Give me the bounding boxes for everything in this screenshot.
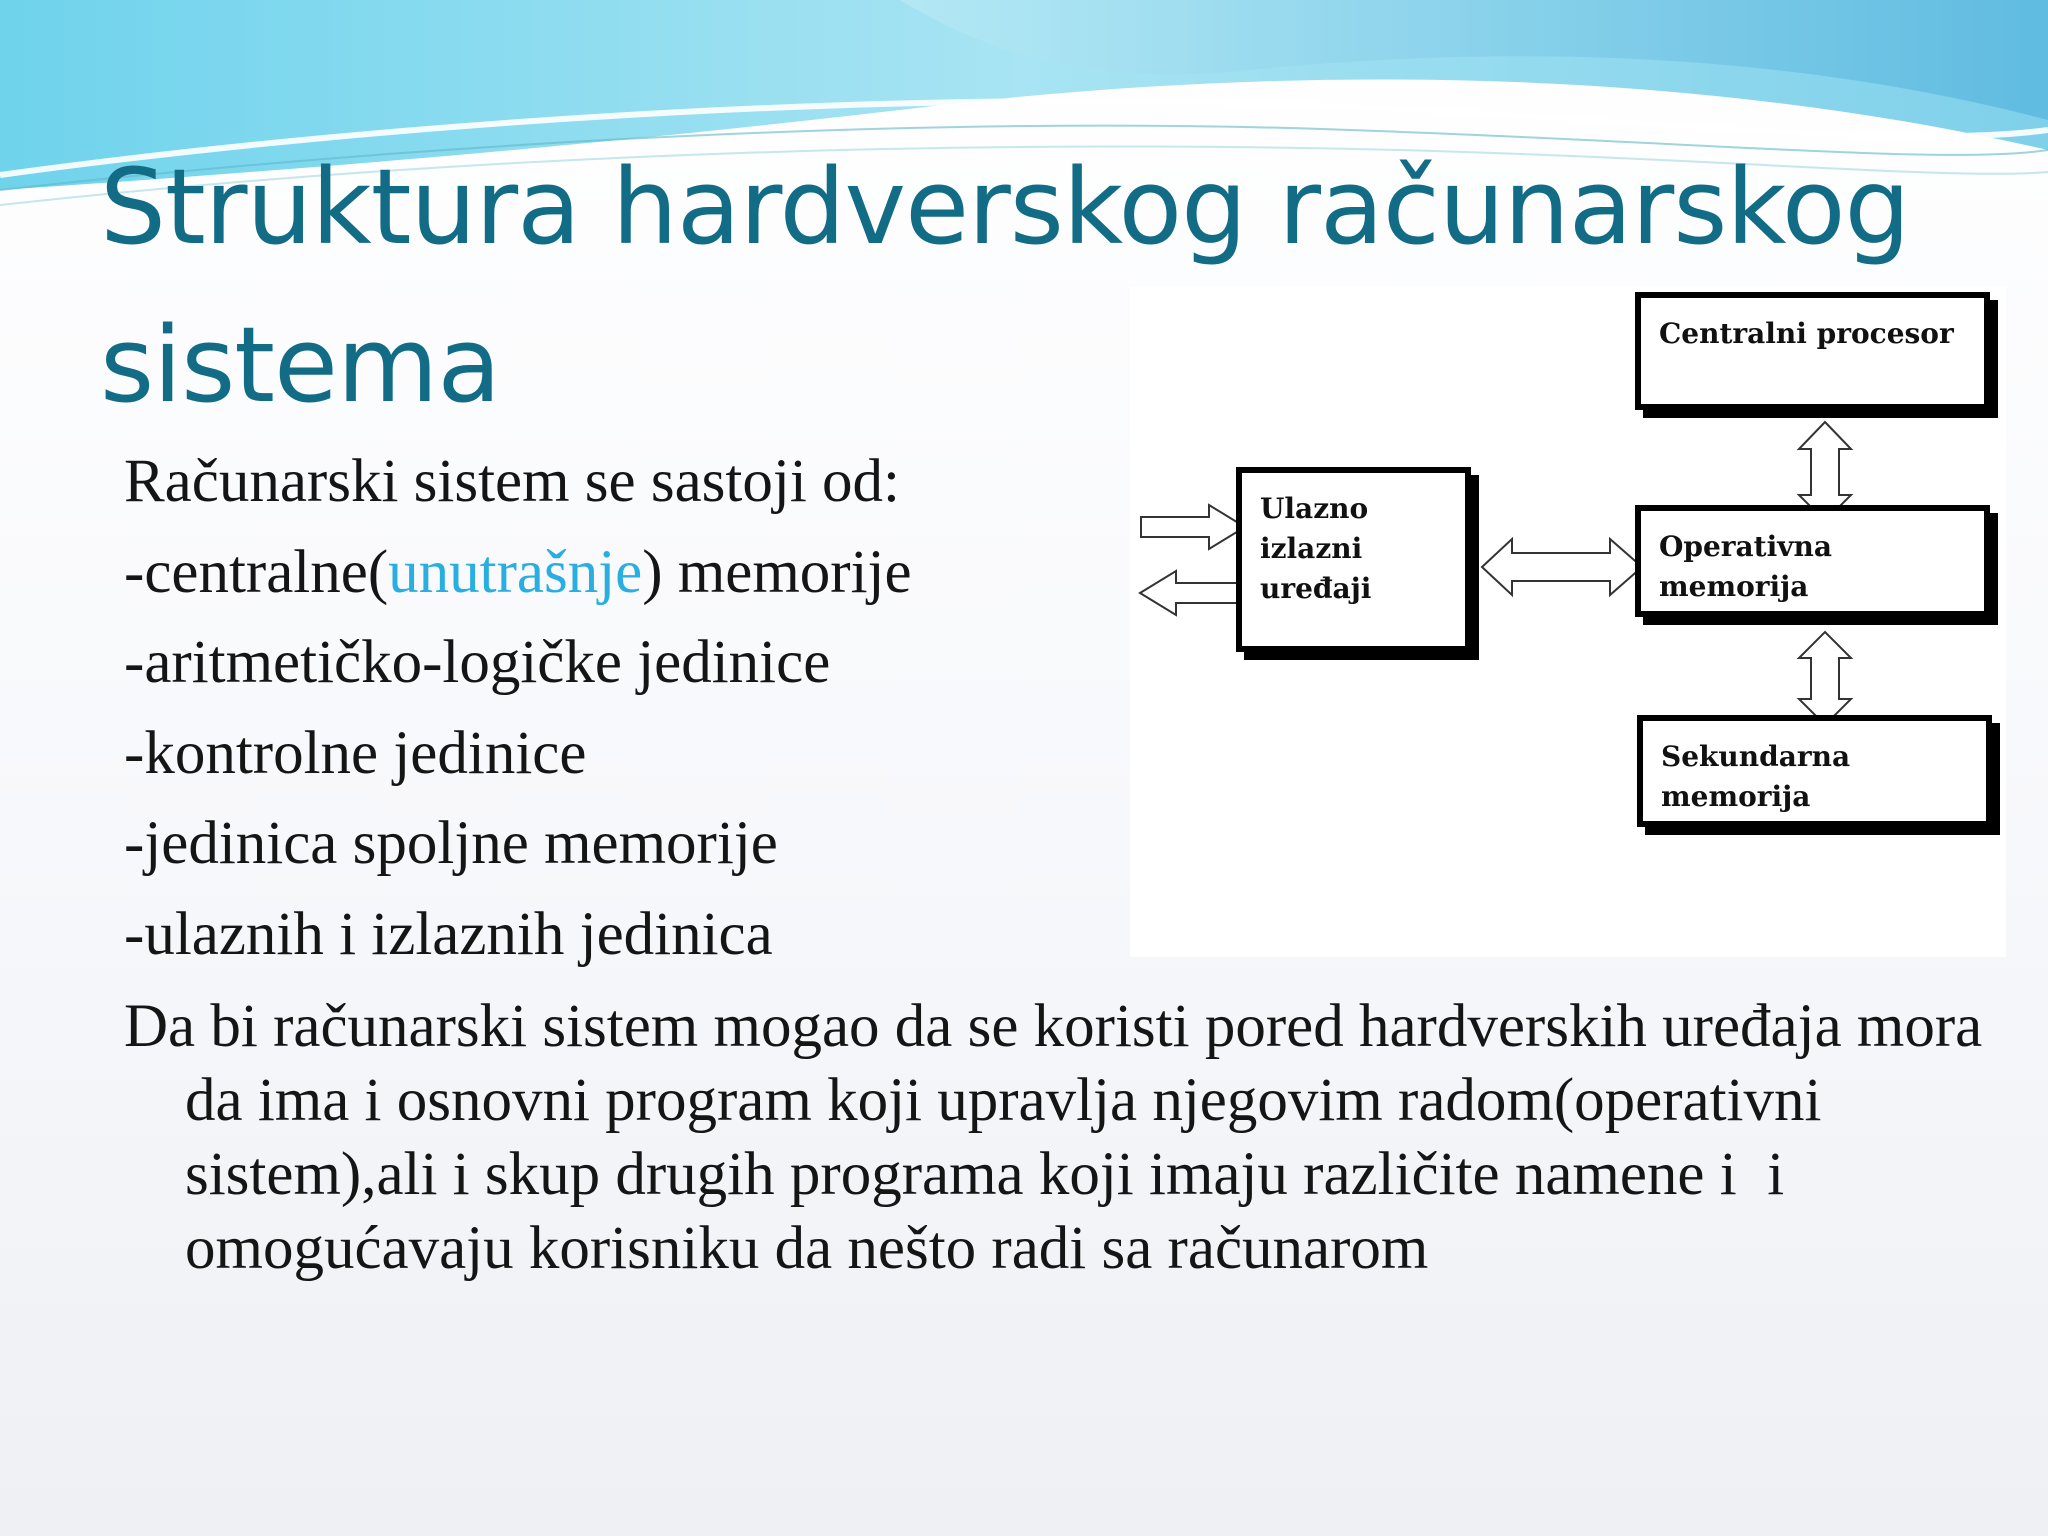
list-item-prefix: -centralne( (124, 538, 389, 606)
list-item-suffix: ) memorije (642, 538, 912, 606)
ram-storage-double-arrow-icon (1799, 632, 1851, 725)
box-label: izlazni (1260, 532, 1363, 565)
list-item-accent: unutrašnje (388, 538, 643, 606)
box-label: Centralni procesor (1659, 317, 1954, 350)
box-label: Sekundarna (1661, 740, 1851, 773)
io-devices-box (1236, 467, 1471, 652)
box-label: Ulazno (1260, 492, 1369, 525)
box-label: memorija (1661, 780, 1811, 813)
list-intro: Računarski sistem se sastoji od: (124, 448, 900, 515)
list-item: -kontrolne jedinice (124, 719, 587, 787)
hardware-diagram (1130, 287, 2006, 957)
list-item: -jedinica spoljne memorije (124, 810, 778, 877)
output-arrow-icon (1140, 571, 1244, 615)
list-item (124, 528, 1124, 619)
box-label: uređaji (1260, 572, 1372, 605)
io-ram-double-arrow-icon (1482, 539, 1642, 595)
secondary-memory-box (1637, 715, 1992, 827)
os-paragraph: Da bi računarski sistem mogao da se koristi pored hardverskih uređaja mora da ima i osnovni program koji upravlja njegovim radom(operativni sistem),ali i skup drugih programa koji imaju različite namene i i omogućavaju korisniku da nešto radi sa računarom (124, 993, 1998, 1282)
list-item: -ulaznih i izlaznih jedinica (124, 900, 773, 968)
component-list (124, 437, 1124, 980)
cpu-box (1635, 292, 1990, 410)
list-item: -aritmetičko-logičke jedinice (124, 629, 831, 696)
operating-memory-box (1635, 505, 1990, 617)
box-label: memorija (1659, 570, 1809, 603)
slide-title: Struktura hardverskog računarskog sistema (100, 146, 1910, 426)
box-label: Operativna (1659, 530, 1833, 563)
input-arrow-icon (1141, 505, 1245, 549)
